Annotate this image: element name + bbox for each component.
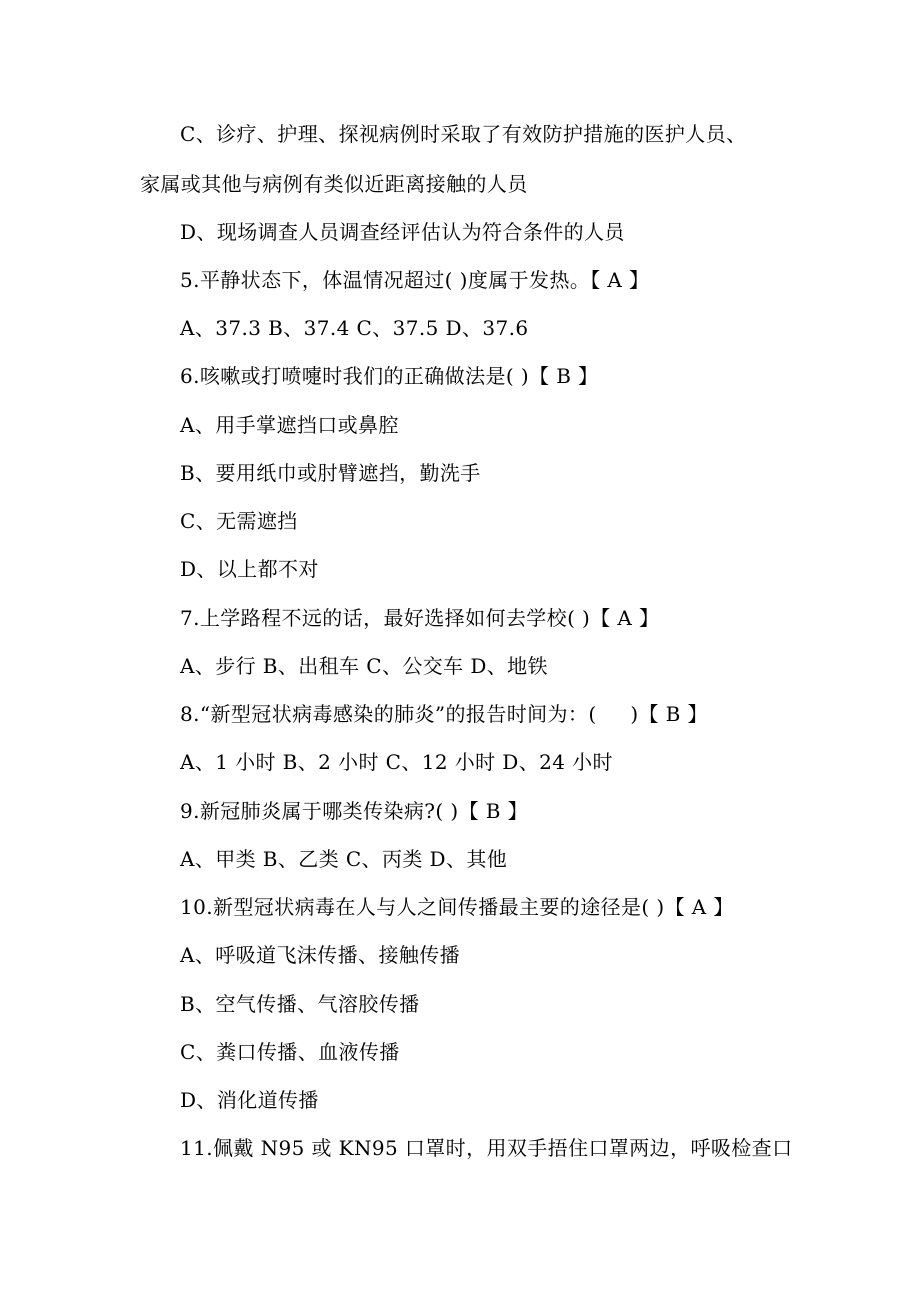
question-9: 9.新冠肺炎属于哪类传染病?( )【 B 】 [180, 799, 528, 823]
question-8: 8.“新型冠状病毒感染的肺炎”的报告时间为：( )【 B 】 [180, 702, 708, 726]
question-10: 10.新型冠状病毒在人与人之间传播最主要的途径是( )【 A 】 [180, 895, 734, 919]
option-d-text: D、现场调查人员调查经评估认为符合条件的人员 [180, 220, 625, 244]
question-10-option-b: B、空气传播、气溶胶传播 [180, 992, 420, 1016]
question-10-option-d: D、消化道传播 [180, 1088, 319, 1112]
question-6: 6.咳嗽或打喷嚏时我们的正确做法是( )【 B 】 [180, 364, 599, 388]
question-6-option-b: B、要用纸巾或肘臂遮挡，勤洗手 [180, 461, 481, 485]
option-c-text-line-1: C、诊疗、护理、探视病例时采取了有效防护措施的医护人员、 [180, 122, 747, 146]
option-c-text-line-2: 家属或其他与病例有类似近距离接触的人员 [140, 172, 528, 196]
question-7: 7.上学路程不远的话，最好选择如何去学校( )【 A 】 [180, 606, 660, 630]
question-10-option-a: A、呼吸道飞沫传播、接触传播 [180, 943, 461, 967]
question-9-options: A、甲类 B、乙类 C、丙类 D、其他 [180, 847, 508, 871]
question-6-option-d: D、以上都不对 [180, 557, 319, 581]
question-7-options: A、步行 B、出租车 C、公交车 D、地铁 [180, 654, 548, 678]
question-6-option-a: A、用手掌遮挡口或鼻腔 [180, 413, 399, 437]
question-5-options: A、37.3 B、37.4 C、37.5 D、37.6 [180, 316, 529, 340]
question-6-option-c: C、无需遮挡 [180, 509, 298, 533]
question-10-option-c: C、粪口传播、血液传播 [180, 1040, 400, 1064]
question-8-options: A、1 小时 B、2 小时 C、12 小时 D、24 小时 [180, 750, 613, 774]
question-5: 5.平静状态下，体温情况超过( )度属于发热。【 A 】 [180, 268, 650, 292]
question-11: 11.佩戴 N95 或 KN95 口罩时，用双手捂住口罩两边，呼吸检查口 [180, 1136, 793, 1160]
